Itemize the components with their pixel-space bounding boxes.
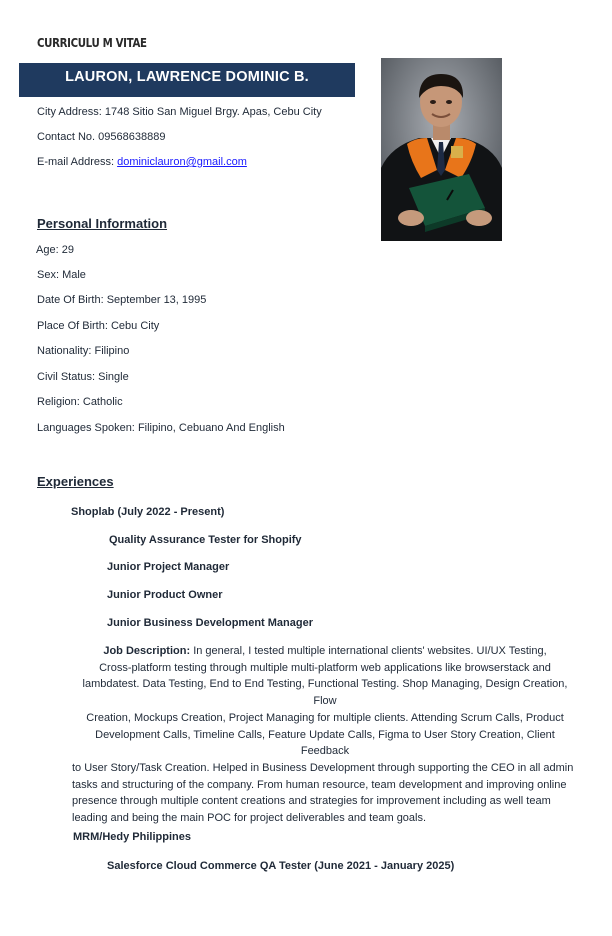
sex-value: Male [62,269,86,281]
date-of-birth-label: Date Of Birth: [37,294,104,306]
job-company-mrm-hedy: MRM/Hedy Philippines [73,831,191,843]
name-banner: LAURON, LAWRENCE DOMINIC B. [19,63,355,97]
job-description-line: Creation, Mockups Creation, Project Managing for multiple clients. Attending Scrum Calls, Product [86,711,564,724]
job-description [70,643,580,827]
contact-number-line [37,131,165,143]
sex-field [37,269,86,281]
email-label: E-mail Address: [37,156,115,168]
city-address-value: 1748 Sitio San Miguel Brgy. Apas, Cebu City [104,106,322,118]
email-link[interactable]: dominiclauron@gmail.com [117,156,247,168]
religion-value: Catholic [82,396,123,408]
date-of-birth-field [37,294,206,306]
job-description-line: leading and being the main POC for project deliverables and team goals. [72,812,427,825]
job-role: Junior Project Manager [107,561,230,573]
nationality-value: Filipino [94,345,130,357]
date-of-birth-value: September 13, 1995 [106,294,207,306]
job-role: Quality Assurance Tester for Shopify [109,534,302,546]
languages-value: Filipino, Cebuano And English [137,422,285,434]
email-line [37,156,247,168]
languages-label: Languages Spoken: [37,422,135,434]
job-role: Junior Product Owner [107,589,223,601]
job-description-line: Job Description: In general, I tested multiple international clients' websites. UI/UX Testing, [103,645,547,657]
job-description-line: to User Story/Task Creation. Helped in Business Development through supporting the CEO in all admin [72,761,574,774]
place-of-birth-value: Cebu City [110,320,160,332]
civil-status-field [37,371,129,383]
contact-number-label: Contact No. [37,131,96,143]
age-label: Age: [36,244,59,256]
place-of-birth-label: Place Of Birth: [37,320,108,332]
job-description-label: Job Description: [103,645,191,657]
job-description-line: Cross-platform testing through multiple multi-platform web applications like browserstack and [99,661,551,674]
job-company-shoplab: Shoplab (July 2022 - Present) [71,506,225,518]
profile-photo [381,58,502,241]
age-field [36,244,74,256]
graduation-portrait-illustration [381,58,502,241]
personal-information-title: Personal Information [37,216,168,231]
city-address-label: City Address: [37,106,102,118]
document-heading: CURRICULU M VITAE [37,36,147,50]
job-role: Salesforce Cloud Commerce QA Tester (June 2021 - January 2025) [107,860,455,872]
job-description-line: Development Calls, Timeline Calls, Feature Update Calls, Figma to User Story Creation, Client Feedback [95,728,555,758]
city-address-line [37,106,322,118]
civil-status-value: Single [98,371,129,383]
languages-field [37,422,285,434]
civil-status-label: Civil Status: [37,371,96,383]
age-value: 29 [61,244,74,256]
nationality-field [37,345,129,357]
contact-number-value: 09568638889 [98,131,166,143]
experiences-title: Experiences [37,474,114,489]
sex-label: Sex: [37,269,60,281]
religion-field [37,396,123,408]
place-of-birth-field [37,320,159,332]
job-description-line: tasks and structuring of the company. From human resource, team development and improving online [72,778,567,791]
job-description-line: lambdatest. Data Testing, End to End Testing, Functional Testing. Shop Managing, Design Creation, Flow [82,678,568,708]
religion-label: Religion: [37,396,80,408]
job-role: Junior Business Development Manager [107,617,313,629]
nationality-label: Nationality: [37,345,92,357]
job-description-line: presence through multiple content creations and strategies for improvement including as well team [72,795,551,808]
